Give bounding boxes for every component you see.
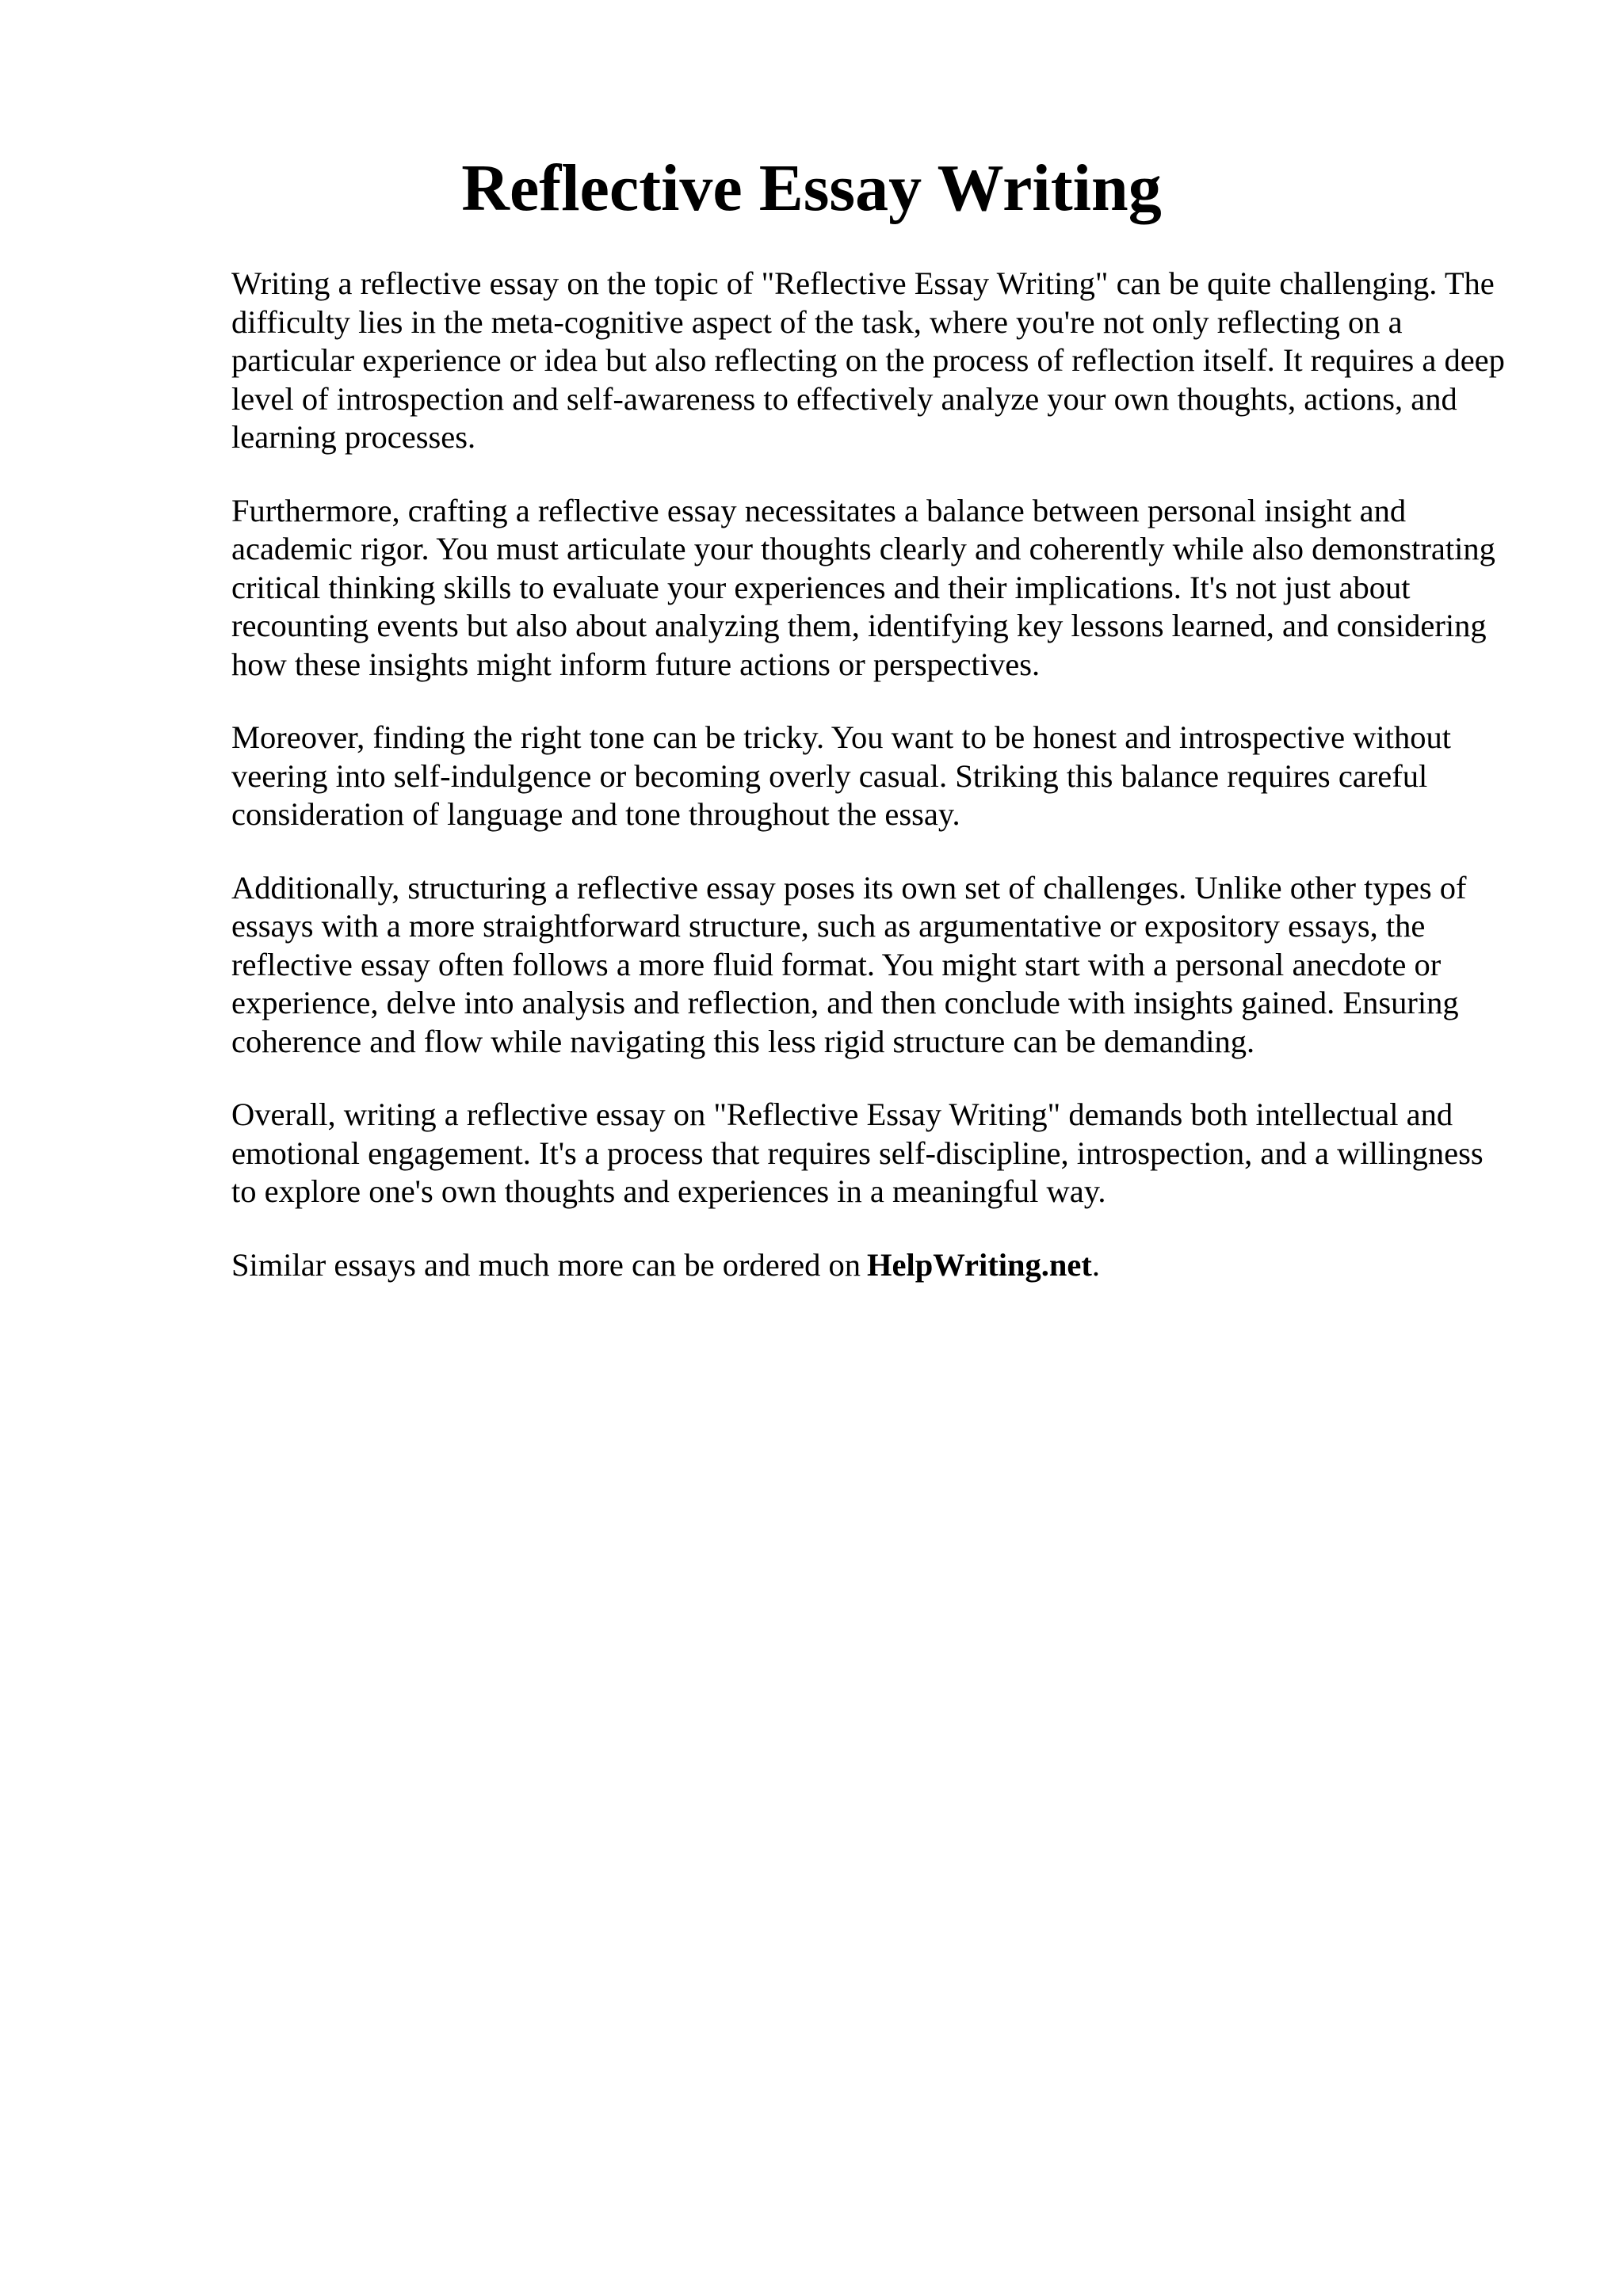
paragraph-4: Additionally, structuring a reflective essay poses its own set of challenges. Unlike other types of essays with a more straightforward structure, such as argumentative or expository essays, the reflective essay often follows a more fluid format. You might start with a personal anecdote or experience, delve into analysis and reflection, and then conclude with insights gained. Ensuring coherence and flow while navigating this less rigid structure can be demanding.: [231, 869, 1467, 1059]
footer-suffix: .: [1091, 1246, 1101, 1283]
document-title: Reflective Essay Writing: [461, 151, 1162, 225]
paragraph-2: Furthermore, crafting a reflective essay necessitates a balance between personal insight and academic rigor. You must articulate your thoughts clearly and coherently while also demonstrating critical thinking skills to evaluate your experiences and their implications. It's not just about recounting events but also about analyzing them, identifying key lessons learned, and considering how these insights might inform future actions or perspectives.: [231, 492, 1495, 682]
paragraph-5: Overall, writing a reflective essay on "Reflective Essay Writing" demands both intellectual and emotional engagement. It's a process that requires self-discipline, introspection, and a willingness to explore one's own thoughts and experiences in a meaningful way.: [231, 1097, 1484, 1209]
paragraph-1: Writing a reflective essay on the topic of "Reflective Essay Writing" can be quite challenging. The difficulty lies in the meta-cognitive aspect of the task, where you're not only reflecting on a particular experience or idea but also reflecting on the process of reflection itself. It requires a deep level of introspection and self-awareness to effectively analyze your own thoughts, actions, and learning processes.: [231, 265, 1505, 455]
helpwriting-link[interactable]: HelpWriting.net: [867, 1246, 1092, 1283]
footer-prefix: Similar essays and much more can be ordered on: [231, 1246, 861, 1283]
paragraph-3: Moreover, finding the right tone can be tricky. You want to be honest and introspective without veering into self-indulgence or becoming overly casual. Striking this balance requires careful consideration of language and tone throughout the essay.: [231, 719, 1451, 832]
document-body: [231, 265, 1515, 1319]
footer-line: [231, 1246, 1515, 1285]
